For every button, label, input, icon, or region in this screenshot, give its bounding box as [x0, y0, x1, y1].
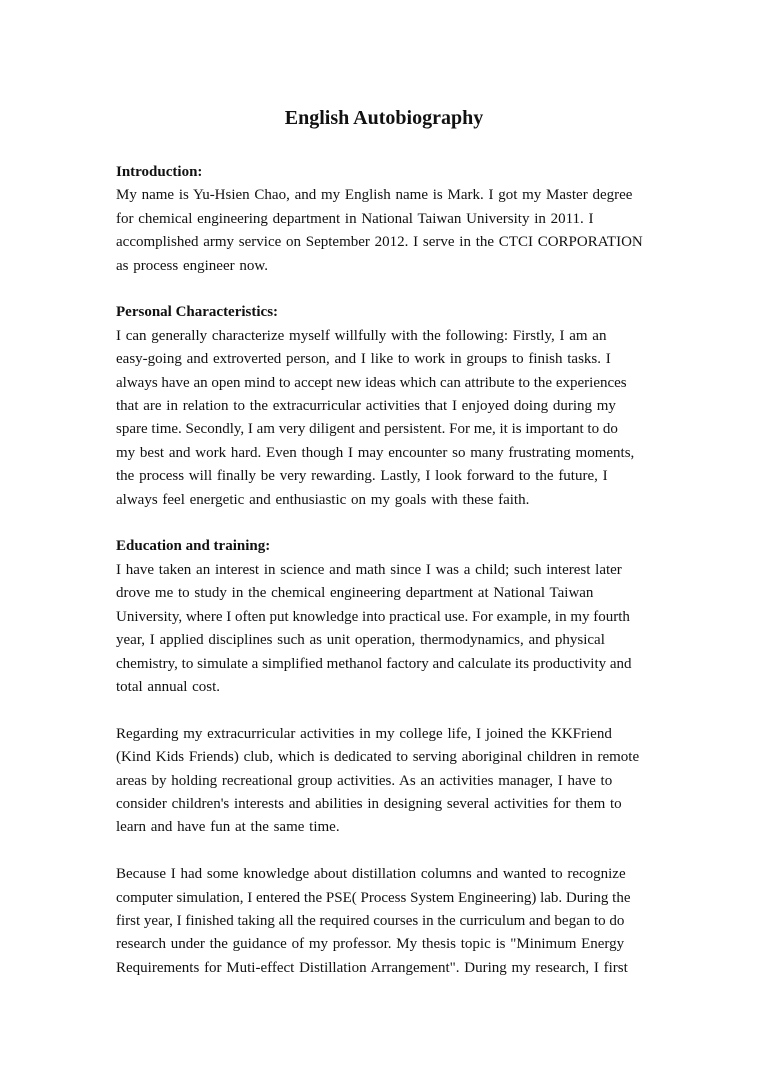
- text-line: areas by holding recreational group activities. As an activities manager, I have to: [116, 772, 613, 789]
- text-line: (Kind Kids Friends) club, which is dedicated to serving aboriginal children in remote: [116, 749, 640, 766]
- section-heading: Education and training:: [116, 538, 271, 555]
- paragraph: [116, 184, 656, 278]
- paragraph: [116, 559, 656, 699]
- paragraph: [116, 723, 656, 840]
- paragraph: [116, 863, 656, 980]
- text-line: My name is Yu-Hsien Chao, and my English name is Mark. I got my Master degree: [116, 187, 633, 204]
- text-line: easy-going and extroverted person, and I like to work in groups to finish tasks. I: [116, 351, 611, 368]
- document-body: [116, 161, 656, 1004]
- text-line: year, I applied disciplines such as unit operation, thermodynamics, and physical: [116, 632, 605, 649]
- document-title: English Autobiography: [284, 107, 484, 129]
- text-line: that are in relation to the extracurricular activities that I enjoyed doing during my: [116, 398, 616, 415]
- paragraph: [116, 325, 656, 512]
- text-line: Requirements for Muti-effect Distillation Arrangement". During my research, I first: [116, 959, 628, 976]
- text-line: always have an open mind to accept new ideas which can attribute to the experiences: [116, 374, 627, 391]
- text-line: as process engineer now.: [116, 257, 268, 274]
- section-heading: Introduction:: [116, 164, 203, 180]
- section-education-and-training: [116, 535, 656, 980]
- section-introduction: [116, 161, 656, 278]
- text-line: the process will finally be very rewarding. Lastly, I look forward to the future, I: [116, 468, 608, 485]
- text-line: spare time. Secondly, I am very diligent and persistent. For me, it is important to do: [116, 421, 618, 438]
- text-line: Because I had some knowledge about distillation columns and wanted to recognize: [116, 866, 626, 883]
- text-line: always feel energetic and enthusiastic on my goals with these faith.: [116, 491, 530, 508]
- text-line: I can generally characterize myself willfully with the following: Firstly, I am an: [116, 327, 607, 344]
- text-line: total annual cost.: [116, 678, 221, 695]
- text-line: consider children's interests and abilities in designing several activities for them to: [116, 795, 622, 812]
- text-line: computer simulation, I entered the PSE( Process System Engineering) lab. During the: [116, 889, 631, 906]
- text-line: Regarding my extracurricular activities in my college life, I joined the KKFriend: [116, 725, 612, 742]
- text-line: my best and work hard. Even though I may encounter so many frustrating moments,: [116, 444, 635, 461]
- text-line: research under the guidance of my professor. My thesis topic is "Minimum Energy: [116, 936, 625, 953]
- text-line: for chemical engineering department in National Taiwan University in 2011. I: [116, 210, 594, 227]
- text-line: I have taken an interest in science and math since I was a child; such interest later: [116, 561, 622, 578]
- text-line: chemistry, to simulate a simplified methanol factory and calculate its productivity and: [116, 655, 632, 672]
- text-line: first year, I finished taking all the required courses in the curriculum and began to do: [116, 912, 625, 929]
- text-line: accomplished army service on September 2012. I serve in the CTCI CORPORATION: [116, 234, 643, 251]
- section-personal-characteristics: [116, 301, 656, 512]
- text-line: drove me to study in the chemical engineering department at National Taiwan: [116, 585, 594, 602]
- section-heading: Personal Characteristics:: [116, 304, 279, 321]
- text-line: learn and have fun at the same time.: [116, 819, 340, 836]
- text-line: University, where I often put knowledge into practical use. For example, in my fourth: [116, 608, 630, 625]
